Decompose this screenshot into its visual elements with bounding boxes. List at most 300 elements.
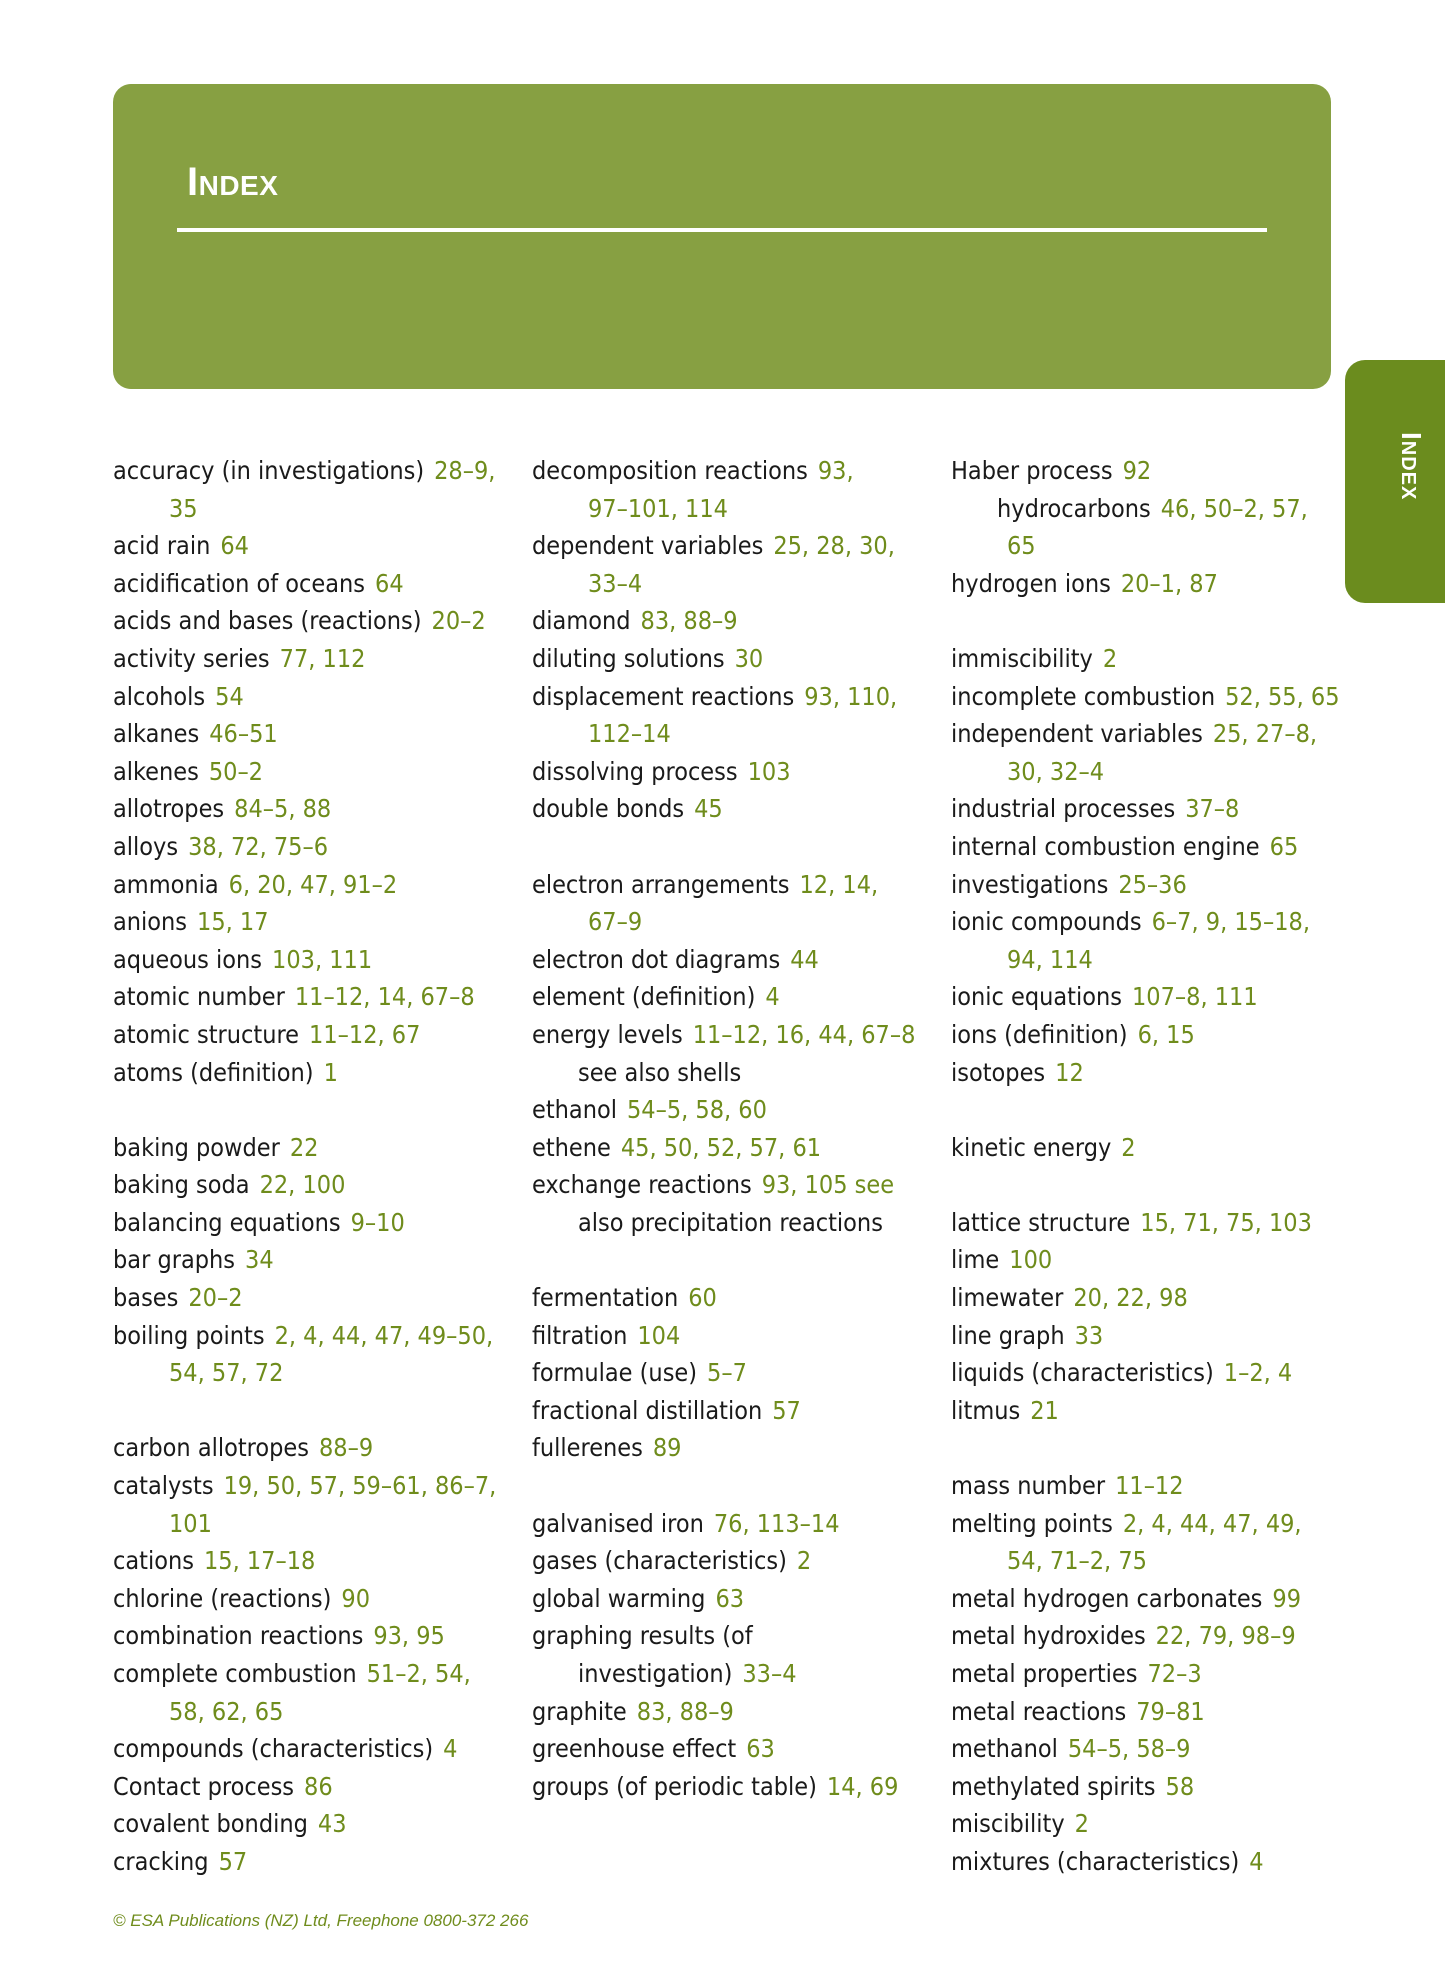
- letter-group-gap: [532, 828, 942, 866]
- index-entry: [532, 1279, 942, 1317]
- index-entry: [532, 640, 942, 678]
- page-numbers: 54–5, 58–9: [1067, 1734, 1191, 1764]
- page-numbers: 57: [218, 1846, 248, 1876]
- page-numbers: 2: [1074, 1809, 1089, 1839]
- page-numbers: 58: [1165, 1771, 1195, 1801]
- index-term: liquids (characteristics): [951, 1358, 1214, 1388]
- index-entry: [951, 715, 1361, 753]
- index-term: fermentation: [532, 1283, 679, 1313]
- index-entry: [113, 1166, 523, 1204]
- index-entry: [532, 1429, 942, 1467]
- index-term: baking soda: [113, 1170, 250, 1200]
- index-entry: [951, 828, 1361, 866]
- index-term: boiling points: [113, 1320, 265, 1350]
- index-term: alloys: [113, 831, 179, 861]
- page-numbers: 54: [215, 681, 244, 711]
- page-numbers: 33–4: [742, 1659, 797, 1688]
- index-term: ionic compounds: [951, 907, 1142, 937]
- index-term: lattice structure: [951, 1207, 1131, 1237]
- page-numbers: 67–9: [588, 907, 643, 937]
- page-numbers: 33–4: [588, 568, 643, 598]
- page-numbers: 112–14: [588, 719, 671, 749]
- index-term: investigations: [951, 869, 1109, 899]
- page-numbers: 89: [652, 1433, 682, 1463]
- index-term: catalysts: [113, 1471, 214, 1501]
- page-numbers: 22: [289, 1132, 319, 1162]
- index-entry: [113, 1241, 523, 1279]
- index-entry: [113, 1016, 523, 1054]
- page-numbers: 37–8: [1185, 794, 1240, 824]
- index-entry-continuation: [113, 1354, 523, 1392]
- index-entry: [113, 1843, 523, 1881]
- index-term: Haber process: [951, 456, 1113, 485]
- index-entry: [532, 753, 942, 791]
- index-entry-continuation: [951, 490, 1361, 528]
- side-tab-label: Index: [1396, 432, 1427, 501]
- index-term: metal hydroxides: [951, 1621, 1146, 1651]
- letter-group-gap: [951, 1166, 1361, 1204]
- page-numbers: 15, 17–18: [203, 1546, 316, 1576]
- index-entry: [532, 1580, 942, 1618]
- index-entry: [532, 1317, 942, 1355]
- page-numbers: 25–36: [1118, 869, 1187, 899]
- index-term: methylated spirits: [951, 1771, 1156, 1801]
- index-term: combination reactions: [113, 1621, 364, 1651]
- page-numbers: 11–12, 14, 67–8: [294, 982, 475, 1012]
- page-numbers: 25, 27–8,: [1212, 719, 1318, 749]
- index-entry: [532, 941, 942, 979]
- page-numbers: 103: [747, 756, 791, 786]
- page-numbers: 90: [341, 1583, 371, 1613]
- index-entry: [113, 1054, 523, 1092]
- page-numbers: 93, 95: [373, 1621, 445, 1651]
- page-numbers: 12: [1055, 1057, 1084, 1087]
- page-numbers: 104: [637, 1320, 681, 1350]
- index-term: investigation): [578, 1659, 733, 1688]
- letter-group-gap: [113, 1392, 523, 1430]
- page-numbers: 45, 50, 52, 57, 61: [620, 1132, 822, 1162]
- page-numbers: 103, 111: [272, 944, 373, 974]
- page-numbers: 77, 112: [279, 643, 366, 673]
- index-entry: [113, 715, 523, 753]
- page-numbers: 83, 88–9: [636, 1696, 734, 1726]
- index-term: anions: [113, 907, 188, 937]
- index-term: also precipitation reactions: [578, 1207, 883, 1237]
- index-entry: [951, 866, 1361, 904]
- index-entry: [532, 1693, 942, 1731]
- page-numbers: 21: [1030, 1395, 1059, 1425]
- index-entry: [951, 1354, 1361, 1392]
- letter-group-gap: [951, 1091, 1361, 1129]
- index-term: metal properties: [951, 1659, 1138, 1688]
- page-numbers: 30, 32–4: [1007, 756, 1105, 786]
- index-entry-continuation: [951, 941, 1361, 979]
- index-entry: [951, 1693, 1361, 1731]
- index-entry: [951, 1467, 1361, 1505]
- index-entry-continuation: [951, 753, 1361, 791]
- index-term: litmus: [951, 1395, 1021, 1425]
- page-numbers: 63: [746, 1734, 775, 1764]
- index-term: element (definition): [532, 982, 756, 1012]
- index-term: ammonia: [113, 869, 219, 899]
- index-entry: [951, 1392, 1361, 1430]
- index-entry: [532, 1768, 942, 1806]
- index-entry: [113, 1617, 523, 1655]
- page-numbers: 20–2: [431, 606, 486, 636]
- page-numbers: 4: [1249, 1846, 1264, 1876]
- index-entry: [113, 452, 523, 490]
- index-term: fullerenes: [532, 1433, 643, 1463]
- index-entry: [951, 1241, 1361, 1279]
- index-entry: [113, 753, 523, 791]
- page-numbers: 88–9: [318, 1433, 374, 1463]
- page-numbers: 57: [772, 1395, 801, 1425]
- index-term: alcohols: [113, 681, 206, 711]
- index-entry: [113, 1805, 523, 1843]
- page-numbers: 46–51: [209, 719, 278, 749]
- index-entry: [113, 1279, 523, 1317]
- page-numbers: 9–10: [350, 1207, 405, 1237]
- index-column-3: [951, 452, 1361, 1881]
- page-numbers: 84–5, 88: [234, 794, 332, 824]
- index-term: ionic equations: [951, 982, 1122, 1012]
- index-entry: [113, 1730, 523, 1768]
- index-term: diluting solutions: [532, 643, 725, 673]
- index-term: mass number: [951, 1471, 1106, 1501]
- index-term: industrial processes: [951, 794, 1176, 824]
- header-banner: [113, 84, 1331, 389]
- page-numbers: 30: [734, 643, 764, 673]
- page-numbers: 14, 69: [826, 1771, 899, 1801]
- index-term: acids and bases (reactions): [113, 606, 422, 636]
- index-entry: [951, 565, 1361, 603]
- page-title: Index: [187, 160, 279, 204]
- index-term: dissolving process: [532, 756, 738, 786]
- index-term: lime: [951, 1245, 1000, 1275]
- letter-group-gap: [951, 1429, 1361, 1467]
- index-term: global warming: [532, 1583, 706, 1613]
- index-term: independent variables: [951, 719, 1203, 749]
- index-term: alkanes: [113, 719, 200, 749]
- page-numbers: 1–2, 4: [1223, 1358, 1293, 1388]
- index-term: incomplete combustion: [951, 681, 1216, 711]
- page-numbers: 20, 22, 98: [1073, 1283, 1188, 1313]
- letter-group-gap: [951, 602, 1361, 640]
- index-entry: [951, 1054, 1361, 1092]
- page-numbers: 58, 62, 65: [169, 1696, 284, 1726]
- page-numbers: 2: [796, 1546, 812, 1576]
- index-entry: [951, 1580, 1361, 1618]
- index-term: balancing equations: [113, 1207, 341, 1237]
- index-term: acidification of oceans: [113, 568, 366, 598]
- index-term: limewater: [951, 1283, 1064, 1313]
- page-numbers: 50–2: [208, 756, 263, 786]
- page-numbers: 11–12, 16, 44, 67–8: [692, 1019, 916, 1049]
- index-entry-continuation: [532, 565, 942, 603]
- index-term: covalent bonding: [113, 1809, 308, 1839]
- index-entry: [113, 866, 523, 904]
- index-entry: [113, 1542, 523, 1580]
- page-numbers: 92: [1122, 456, 1152, 485]
- index-term: electron arrangements: [532, 869, 790, 899]
- page-numbers: 93, 105 see: [761, 1170, 895, 1200]
- page-numbers: 38, 72, 75–6: [188, 831, 329, 861]
- index-term: chlorine (reactions): [113, 1583, 332, 1613]
- page-numbers: 54–5, 58, 60: [626, 1095, 767, 1125]
- index-entry: [113, 1467, 523, 1505]
- index-term: greenhouse effect: [532, 1734, 737, 1764]
- index-term: graphing results (of: [532, 1621, 753, 1651]
- index-column-2: [532, 452, 942, 1805]
- index-term: methanol: [951, 1734, 1058, 1764]
- index-term: cations: [113, 1546, 194, 1576]
- index-entry-continuation: [113, 1693, 523, 1731]
- index-term: internal combustion engine: [951, 831, 1260, 861]
- index-term: baking powder: [113, 1132, 280, 1162]
- index-entry: [532, 527, 942, 565]
- copyright-footer: © ESA Publications (NZ) Ltd, Freephone 0800-372 266: [113, 1911, 529, 1930]
- index-entry: [113, 1129, 523, 1167]
- page-numbers: 2: [1102, 643, 1118, 673]
- page-numbers: 101: [169, 1508, 212, 1538]
- index-entry: [951, 978, 1361, 1016]
- index-term: kinetic energy: [951, 1132, 1112, 1162]
- index-term: ions (definition): [951, 1019, 1128, 1049]
- page-numbers: 99: [1272, 1583, 1302, 1613]
- index-entry: [113, 828, 523, 866]
- index-term: carbon allotropes: [113, 1433, 309, 1463]
- index-term: see also shells: [578, 1057, 742, 1087]
- page-numbers: 94, 114: [1007, 944, 1093, 974]
- index-term: electron dot diagrams: [532, 944, 781, 974]
- index-entry-continuation: [532, 1655, 942, 1693]
- index-entry: [951, 1805, 1361, 1843]
- page-numbers: 2, 4, 44, 47, 49,: [1122, 1508, 1302, 1538]
- page-numbers: 60: [688, 1283, 717, 1313]
- index-term: graphite: [532, 1696, 627, 1726]
- index-entry: [532, 1617, 942, 1655]
- index-term: energy levels: [532, 1019, 683, 1049]
- index-term: metal hydrogen carbonates: [951, 1583, 1263, 1613]
- page-numbers: 6, 20, 47, 91–2: [228, 869, 398, 899]
- index-term: melting points: [951, 1508, 1113, 1538]
- index-term: groups (of periodic table): [532, 1771, 817, 1801]
- page-numbers: 34: [245, 1245, 274, 1275]
- index-term: formulae (use): [532, 1358, 698, 1388]
- index-entry: [113, 1580, 523, 1618]
- letter-group-gap: [113, 1091, 523, 1129]
- page-numbers: 22, 79, 98–9: [1155, 1621, 1296, 1651]
- index-entry: [532, 978, 942, 1016]
- page-numbers: 54, 71–2, 75: [1007, 1546, 1147, 1576]
- index-term: atomic number: [113, 982, 285, 1012]
- index-entry-continuation: [951, 1542, 1361, 1580]
- page-numbers: 6–7, 9, 15–18,: [1151, 907, 1310, 937]
- index-entry: [951, 1129, 1361, 1167]
- page-numbers: 107–8, 111: [1131, 982, 1258, 1012]
- page-numbers: 12, 14,: [799, 869, 879, 899]
- page-numbers: 97–101, 114: [588, 493, 728, 523]
- index-entry: [951, 1317, 1361, 1355]
- index-entry: [113, 790, 523, 828]
- index-entry: [113, 640, 523, 678]
- page-numbers: 93,: [817, 456, 854, 485]
- page-numbers: 64: [375, 568, 404, 598]
- index-entry: [532, 1016, 942, 1054]
- index-entry: [951, 1505, 1361, 1543]
- index-entry: [113, 602, 523, 640]
- page-numbers: 19, 50, 57, 59–61, 86–7,: [223, 1471, 497, 1501]
- page-numbers: 20–1, 87: [1120, 568, 1218, 598]
- index-entry: [951, 1016, 1361, 1054]
- index-entry: [532, 1505, 942, 1543]
- page-numbers: 43: [317, 1809, 347, 1839]
- index-term: aqueous ions: [113, 944, 263, 974]
- index-term: cracking: [113, 1846, 209, 1876]
- index-entry: [113, 1768, 523, 1806]
- index-entry: [951, 1730, 1361, 1768]
- index-entry: [113, 1204, 523, 1242]
- index-entry: [532, 602, 942, 640]
- page-numbers: 11–12: [1115, 1471, 1184, 1501]
- index-term: line graph: [951, 1320, 1065, 1350]
- index-term: mixtures (characteristics): [951, 1846, 1240, 1876]
- letter-group-gap: [532, 1241, 942, 1279]
- index-term: activity series: [113, 643, 270, 673]
- index-entry-continuation: [951, 527, 1361, 565]
- index-term: complete combustion: [113, 1659, 357, 1688]
- index-term: ethanol: [532, 1095, 617, 1125]
- page-numbers: 54, 57, 72: [169, 1358, 284, 1388]
- index-term: Contact process: [113, 1771, 295, 1801]
- index-term: dependent variables: [532, 531, 764, 561]
- index-entry: [532, 1392, 942, 1430]
- index-term: hydrocarbons: [997, 493, 1151, 523]
- index-term: miscibility: [951, 1809, 1065, 1839]
- page-numbers: 93, 110,: [804, 681, 898, 711]
- index-term: bases: [113, 1283, 179, 1313]
- index-term: atoms (definition): [113, 1057, 314, 1087]
- index-term: metal reactions: [951, 1696, 1127, 1726]
- index-entry: [113, 527, 523, 565]
- index-entry: [113, 978, 523, 1016]
- page-numbers: 2, 4, 44, 47, 49–50,: [274, 1320, 494, 1350]
- index-entry: [951, 452, 1361, 490]
- index-entry: [113, 678, 523, 716]
- index-term: decomposition reactions: [532, 456, 808, 485]
- index-entry: [532, 1354, 942, 1392]
- index-entry: [951, 790, 1361, 828]
- index-entry: [532, 1091, 942, 1129]
- index-entry: [532, 1542, 942, 1580]
- page-numbers: 65: [1269, 831, 1299, 861]
- index-term: bar graphs: [113, 1245, 236, 1275]
- page-numbers: 15, 71, 75, 103: [1140, 1207, 1312, 1237]
- page-numbers: 46, 50–2, 57,: [1160, 493, 1308, 523]
- index-entry: [532, 1166, 942, 1204]
- page-numbers: 15, 17: [197, 907, 269, 937]
- page-numbers: 5–7: [707, 1358, 747, 1388]
- index-entry: [113, 565, 523, 603]
- page-numbers: 72–3: [1147, 1659, 1202, 1688]
- index-term: exchange reactions: [532, 1170, 752, 1200]
- index-entry: [951, 1204, 1361, 1242]
- page-numbers: 35: [169, 493, 198, 523]
- page-numbers: 100: [1009, 1245, 1053, 1275]
- index-entry: [113, 1317, 523, 1355]
- index-entry: [951, 640, 1361, 678]
- page-numbers: 33: [1074, 1320, 1104, 1350]
- page-numbers: 20–2: [188, 1283, 243, 1313]
- page-numbers: 4: [443, 1734, 458, 1764]
- index-entry: [532, 790, 942, 828]
- page-numbers: 45: [694, 794, 723, 824]
- index-term: diamond: [532, 606, 631, 636]
- index-term: displacement reactions: [532, 681, 795, 711]
- index-entry-continuation: [532, 715, 942, 753]
- page-numbers: 83, 88–9: [640, 606, 738, 636]
- page-numbers: 6, 15: [1137, 1019, 1195, 1049]
- index-entry-continuation: [532, 490, 942, 528]
- index-entry: [532, 866, 942, 904]
- index-term: immiscibility: [951, 643, 1093, 673]
- index-term: compounds (characteristics): [113, 1734, 434, 1764]
- index-entry: [113, 1429, 523, 1467]
- page-numbers: 65: [1007, 531, 1036, 561]
- index-entry-continuation: [113, 490, 523, 528]
- index-entry: [951, 903, 1361, 941]
- index-entry: [532, 678, 942, 716]
- index-entry-continuation: [532, 1204, 942, 1242]
- index-term: filtration: [532, 1320, 628, 1350]
- index-entry: [532, 1129, 942, 1167]
- index-term: allotropes: [113, 794, 225, 824]
- title-rule: [177, 228, 1267, 232]
- page-numbers: 11–12, 67: [309, 1019, 421, 1049]
- index-column-1: [113, 452, 523, 1881]
- page-numbers: 52, 55, 65: [1225, 681, 1340, 711]
- index-term: isotopes: [951, 1057, 1046, 1087]
- index-entry-continuation: [113, 1505, 523, 1543]
- letter-group-gap: [532, 1467, 942, 1505]
- index-entry: [951, 1655, 1361, 1693]
- page-numbers: 76, 113–14: [713, 1508, 840, 1538]
- page-numbers: 22, 100: [259, 1170, 346, 1200]
- index-term: galvanised iron: [532, 1508, 704, 1538]
- index-entry: [532, 452, 942, 490]
- index-entry: [532, 1730, 942, 1768]
- page-numbers: 28–9,: [434, 456, 496, 485]
- page-numbers: 51–2, 54,: [366, 1659, 471, 1688]
- index-term: acid rain: [113, 531, 211, 561]
- index-entry-continuation: [532, 1054, 942, 1092]
- index-entry-continuation: [532, 903, 942, 941]
- page-numbers: 25, 28, 30,: [773, 531, 895, 561]
- index-term: hydrogen ions: [951, 568, 1111, 598]
- index-term: alkenes: [113, 756, 199, 786]
- page-numbers: 86: [304, 1771, 333, 1801]
- index-entry: [951, 1843, 1361, 1881]
- index-term: double bonds: [532, 794, 685, 824]
- index-entry: [951, 1768, 1361, 1806]
- page-numbers: 44: [790, 944, 819, 974]
- index-term: fractional distillation: [532, 1395, 763, 1425]
- index-entry: [113, 1655, 523, 1693]
- page-numbers: 63: [715, 1583, 745, 1613]
- index-entry: [113, 941, 523, 979]
- index-entry: [951, 678, 1361, 716]
- index-term: atomic structure: [113, 1019, 300, 1049]
